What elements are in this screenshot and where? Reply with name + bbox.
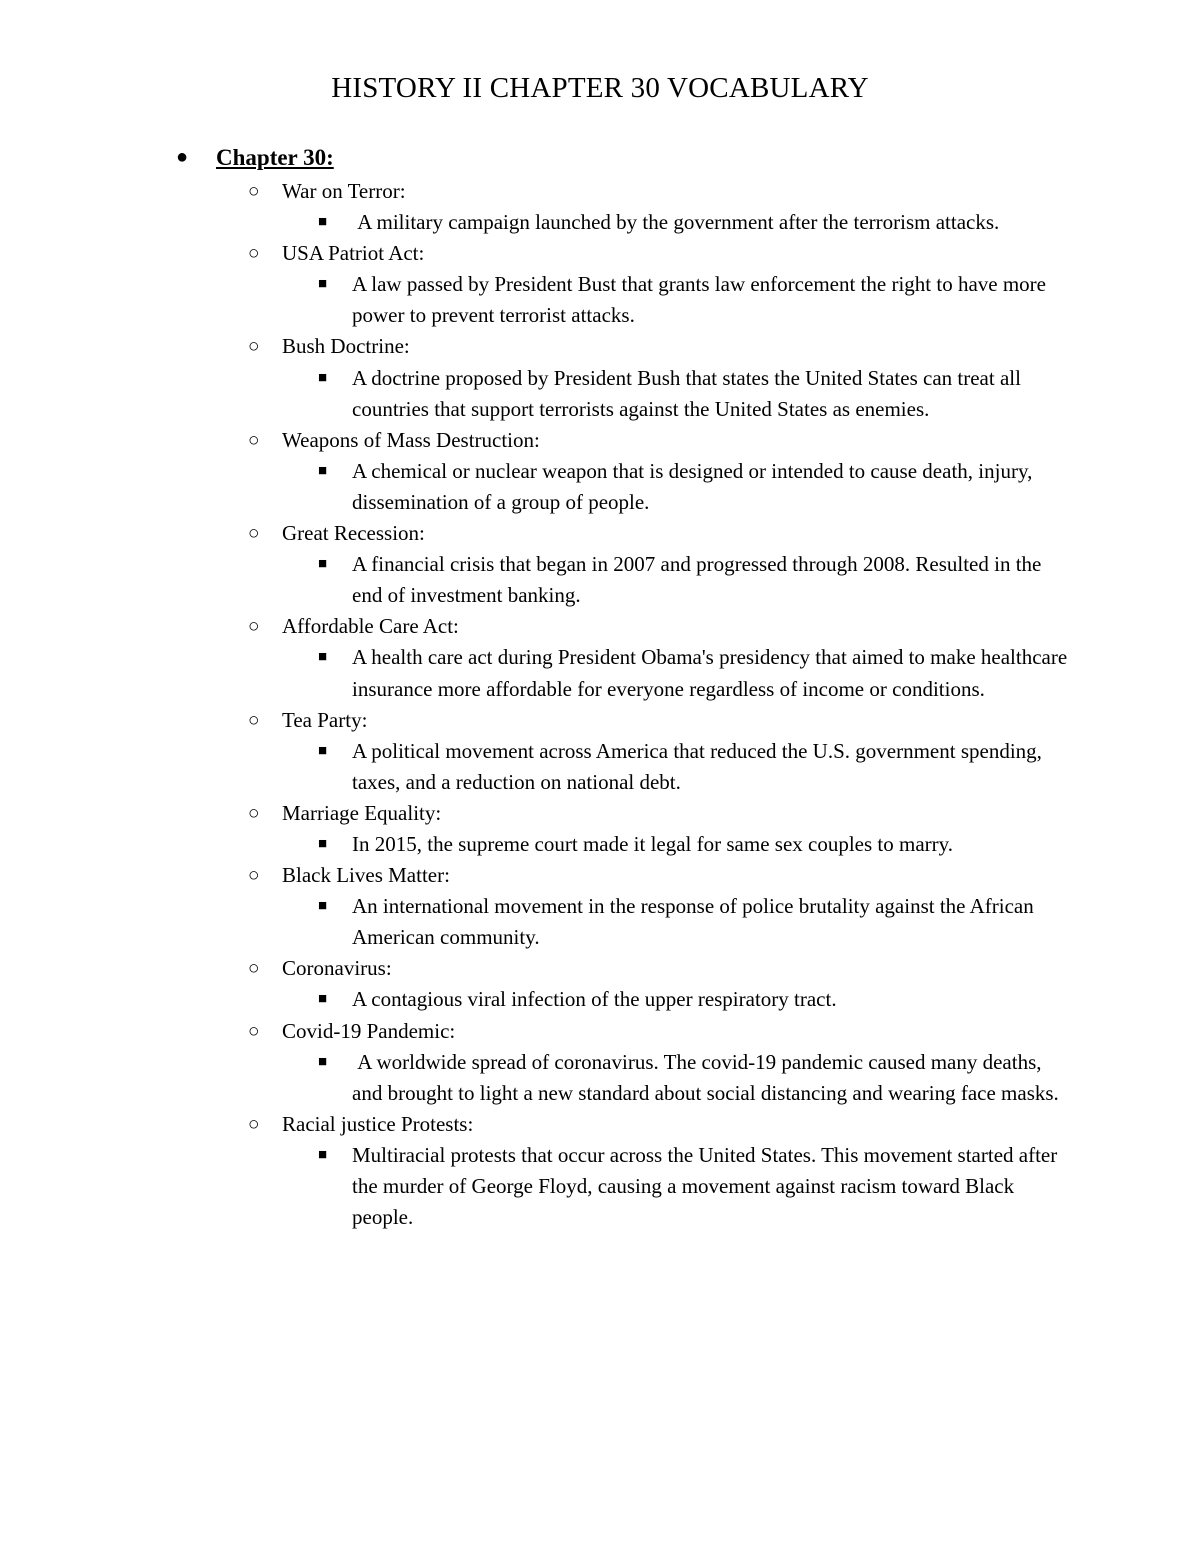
chapter-section <box>172 139 1132 1233</box>
filled-circle-bullet-icon: ● <box>176 146 189 168</box>
square-bullet-icon: ■ <box>318 462 328 479</box>
chapter-label: Chapter 30: <box>216 145 334 170</box>
definition-row <box>172 549 1072 611</box>
definition-row <box>172 1047 1072 1109</box>
hollow-circle-bullet-icon: ○ <box>248 429 260 451</box>
term-row <box>172 425 1132 456</box>
hollow-circle-bullet-icon: ○ <box>248 958 260 980</box>
term-definition: A worldwide spread of coronavirus. The covid-19 pandemic caused many deaths, and brought to light a new standard about social distancing and wearing face masks. <box>352 1049 1059 1105</box>
term-name: Weapons of Mass Destruction: <box>282 427 540 452</box>
square-bullet-icon: ■ <box>318 991 328 1008</box>
term-name: Marriage Equality: <box>282 800 442 825</box>
square-bullet-icon: ■ <box>318 742 328 759</box>
vocabulary-item <box>172 1109 1132 1233</box>
hollow-circle-bullet-icon: ○ <box>248 243 260 265</box>
vocabulary-list <box>172 176 1132 1233</box>
vocabulary-item <box>172 611 1132 704</box>
term-name: Great Recession: <box>282 521 425 546</box>
term-row <box>172 798 1132 829</box>
term-name: Tea Party: <box>282 707 368 732</box>
definition-row <box>172 363 1072 425</box>
term-name: Racial justice Protests: <box>282 1111 474 1136</box>
vocabulary-item <box>172 238 1132 331</box>
term-name: Bush Doctrine: <box>282 334 410 359</box>
vocabulary-item <box>172 1016 1132 1109</box>
chapter-heading <box>172 139 1132 176</box>
definition-row <box>172 642 1072 704</box>
term-row <box>172 518 1132 549</box>
square-bullet-icon: ■ <box>318 276 328 293</box>
term-definition: An international movement in the response of police brutality against the African American community. <box>352 894 1038 950</box>
term-name: Affordable Care Act: <box>282 614 459 639</box>
vocabulary-item <box>172 705 1132 798</box>
term-definition: A chemical or nuclear weapon that is designed or intended to cause death, injury, dissemination of a group of people. <box>352 458 1038 514</box>
hollow-circle-bullet-icon: ○ <box>248 336 260 358</box>
hollow-circle-bullet-icon: ○ <box>248 523 260 545</box>
term-definition: Multiracial protests that occur across the United States. This movement started after the murder of George Floyd, causing a movement against racism toward Black people. <box>352 1142 1063 1230</box>
definition-row <box>172 891 1072 953</box>
vocabulary-item <box>172 176 1132 238</box>
definition-row <box>172 736 1072 798</box>
term-name: War on Terror: <box>282 179 406 203</box>
term-row <box>172 705 1132 736</box>
term-name: Coronavirus: <box>282 956 392 981</box>
definition-row <box>172 269 1072 331</box>
vocabulary-item <box>172 518 1132 611</box>
square-bullet-icon: ■ <box>318 214 328 231</box>
term-row <box>172 238 1132 269</box>
term-row <box>172 611 1132 642</box>
term-definition: A health care act during President Obama's presidency that aimed to make healthcare insurance more affordable for everyone regardless of income or conditions. <box>352 645 1073 701</box>
square-bullet-icon: ■ <box>318 369 328 386</box>
definition-row <box>172 984 1072 1015</box>
square-bullet-icon: ■ <box>318 898 328 915</box>
square-bullet-icon: ■ <box>318 649 328 666</box>
definition-row <box>172 1140 1072 1233</box>
square-bullet-icon: ■ <box>318 835 328 852</box>
term-name: USA Patriot Act: <box>282 241 425 266</box>
term-name: Black Lives Matter: <box>282 863 450 888</box>
term-row <box>172 331 1132 362</box>
page-title: HISTORY II CHAPTER 30 VOCABULARY <box>331 72 869 104</box>
term-row <box>172 860 1132 891</box>
definition-row <box>172 456 1072 518</box>
square-bullet-icon: ■ <box>318 1146 328 1163</box>
term-row <box>172 1016 1132 1047</box>
hollow-circle-bullet-icon: ○ <box>248 181 260 202</box>
term-definition: A contagious viral infection of the upper respiratory tract. <box>352 987 837 1012</box>
term-row <box>172 1109 1132 1140</box>
vocabulary-item <box>172 331 1132 424</box>
vocabulary-item <box>172 798 1132 860</box>
term-definition: A political movement across America that reduced the U.S. government spending, taxes, and a reduction on national debt. <box>352 738 1048 794</box>
term-row <box>172 176 1132 207</box>
vocabulary-item <box>172 953 1132 1015</box>
term-name: Covid-19 Pandemic: <box>282 1018 456 1043</box>
term-row <box>172 953 1132 984</box>
definition-row <box>172 829 1072 860</box>
hollow-circle-bullet-icon: ○ <box>248 709 260 731</box>
definition-row <box>172 207 1072 238</box>
term-definition: A military campaign launched by the government after the terrorism attacks. <box>352 210 1000 235</box>
square-bullet-icon: ■ <box>318 556 328 573</box>
hollow-circle-bullet-icon: ○ <box>248 616 260 638</box>
vocabulary-item <box>172 425 1132 518</box>
hollow-circle-bullet-icon: ○ <box>248 1020 260 1042</box>
hollow-circle-bullet-icon: ○ <box>248 865 260 887</box>
term-definition: A financial crisis that began in 2007 and progressed through 2008. Resulted in the end of investment banking. <box>352 552 1047 608</box>
term-definition: In 2015, the supreme court made it legal for same sex couples to marry. <box>352 831 954 856</box>
square-bullet-icon: ■ <box>318 1053 328 1070</box>
hollow-circle-bullet-icon: ○ <box>248 802 260 824</box>
hollow-circle-bullet-icon: ○ <box>248 1113 260 1135</box>
term-definition: A law passed by President Bust that grants law enforcement the right to have more power to prevent terrorist attacks. <box>352 272 1052 328</box>
vocabulary-item <box>172 860 1132 953</box>
term-definition: A doctrine proposed by President Bush that states the United States can treat all countries that support terrorists against the United States as enemies. <box>352 365 1027 421</box>
